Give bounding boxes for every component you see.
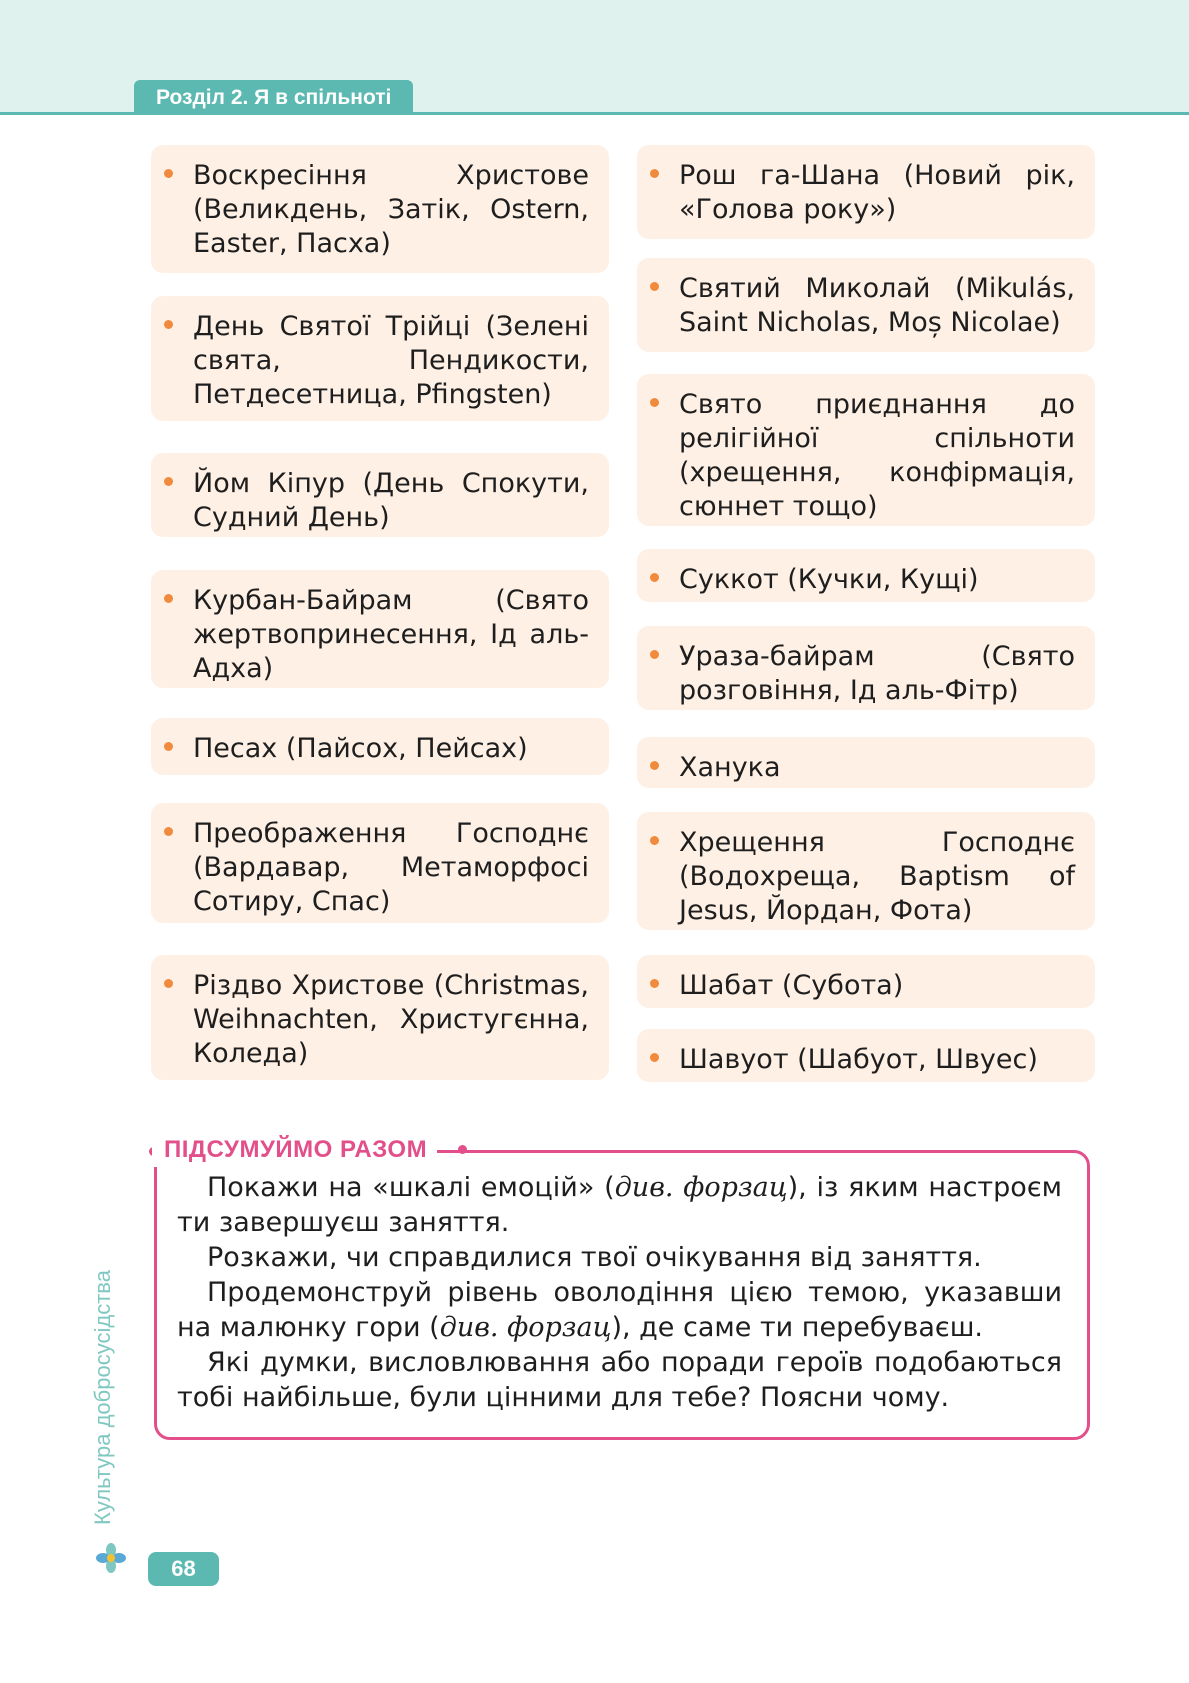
bullet-icon: [650, 836, 659, 845]
summary-title: ПІДСУМУЙМО РАЗОМ: [152, 1133, 437, 1167]
summary-dot-icon: [458, 1145, 467, 1154]
holiday-text: Шабат (Субота): [679, 970, 904, 1001]
holiday-card: [637, 258, 1095, 352]
holiday-text: Песах (Пайсох, Пейсах): [193, 733, 528, 764]
holiday-text: Різдво Христове (Christmas, Weihnachten, Христугєнна, Коледа): [193, 970, 589, 1069]
holiday-text: Ханука: [679, 752, 781, 783]
holiday-card: [637, 145, 1095, 239]
summary-text: [177, 1170, 1062, 1415]
bullet-icon: [650, 650, 659, 659]
holiday-card: [637, 955, 1095, 1008]
summary-paragraph: Розкажи, чи справдилися твої очікування від заняття.: [207, 1242, 982, 1273]
holiday-card: [637, 737, 1095, 788]
holiday-text: Хрещення Господнє (Водохреща, Baptism of Jesus, Йордан, Фота): [679, 827, 1075, 926]
holiday-card: [637, 549, 1095, 602]
holiday-card: [637, 626, 1095, 710]
holiday-card: [151, 145, 609, 273]
holiday-card: [151, 453, 609, 537]
bullet-icon: [164, 827, 173, 836]
page-number: 68: [148, 1552, 219, 1586]
holiday-text: Шавуот (Шабуот, Швуес): [679, 1044, 1038, 1075]
holiday-card: [637, 1029, 1095, 1082]
holiday-text: Святий Миколай (Mikulás, Saint Nicholas, Moș Nicolae): [679, 273, 1075, 338]
bullet-icon: [164, 979, 173, 988]
bullet-icon: [164, 594, 173, 603]
holiday-card: [151, 718, 609, 775]
holiday-text: Ураза-байрам (Свято розговіння, Ід аль-Фітр): [679, 641, 1075, 706]
holiday-text: Воскресіння Христове (Великдень, Затік, Ostern, Easter, Пасха): [193, 160, 589, 259]
holiday-card: [151, 955, 609, 1080]
holiday-text: Курбан-Байрам (Свято жертвопринесення, Ід аль-Адха): [193, 585, 589, 684]
bullet-icon: [650, 979, 659, 988]
bullet-icon: [164, 169, 173, 178]
bullet-icon: [650, 398, 659, 407]
holiday-card: [151, 296, 609, 421]
bullet-icon: [650, 169, 659, 178]
holiday-text: Свято приєднання до релігійної спільноти (хрещення, конфірмація, сюннет тощо): [679, 389, 1075, 522]
holiday-text: Суккот (Кучки, Кущі): [679, 564, 979, 595]
holiday-text: Йом Кіпур (День Спокути, Судний День): [193, 468, 589, 533]
bullet-icon: [650, 282, 659, 291]
holiday-text: Преображення Господнє (Вардавар, Метаморфосі Сотиру, Спас): [193, 818, 589, 917]
summary-paragraph: Які думки, висловлювання або поради героїв подобаються тобі найбільше, були цінними для тебе? Поясни чому.: [177, 1347, 1062, 1413]
flower-icon: [95, 1542, 127, 1574]
bullet-icon: [164, 742, 173, 751]
holiday-text: Рош га-Шана (Новий рік, «Голова року»): [679, 160, 1075, 225]
section-label: Розділ 2. Я в спільноті: [134, 80, 413, 115]
bullet-icon: [650, 573, 659, 582]
summary-paragraph: Продемонструй рівень оволодіння цією темою, указавши на малюнку гори (див. форзац), де саме ти перебуваєш.: [177, 1277, 1062, 1343]
holiday-card: [637, 374, 1095, 526]
bullet-icon: [650, 761, 659, 770]
holiday-card: [151, 803, 609, 923]
book-title-vertical: Культура добросусідства: [90, 1270, 115, 1525]
bullet-icon: [650, 1053, 659, 1062]
holiday-text: День Святої Трійці (Зелені свята, Пендикости, Петдесетница, Pfingsten): [193, 311, 589, 410]
bullet-icon: [164, 320, 173, 329]
bullet-icon: [164, 477, 173, 486]
holiday-card: [637, 812, 1095, 930]
summary-paragraph: Покажи на «шкалі емоцій» (див. форзац), із яким настроєм ти завершуєш заняття.: [177, 1172, 1063, 1238]
holiday-card: [151, 570, 609, 688]
